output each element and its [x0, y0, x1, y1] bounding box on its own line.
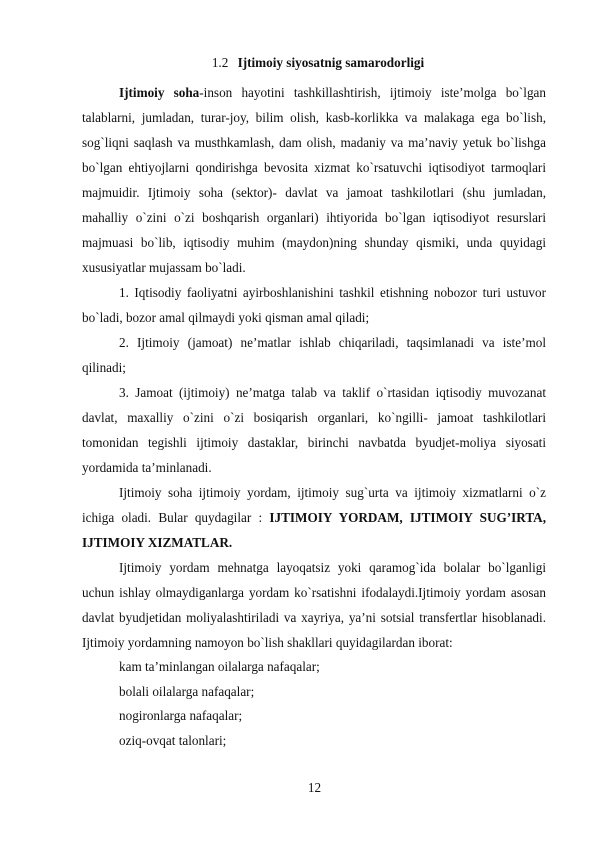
- paragraph-point-1: 1. Iqtisodiy faoliyatni ayirboshlanishini tashkil etishning nobozor turi ustuvor bo`ladi, bozor amal qilmaydi yoki qisman amal qiladi;: [82, 285, 546, 325]
- assistance-forms-list: [82, 655, 546, 753]
- components-text: Ijtimoiy soha ijtimoiy yordam, ijtimoiy sug`urta va ijtimoiy xizmatlarni o`z ichiga oladi. Bular quydagilar :: [82, 485, 546, 525]
- page-footer: [0, 775, 595, 800]
- list-item: bolali oilalarga nafaqalar;: [119, 683, 255, 699]
- paragraph-social-assistance: Ijtimoiy yordam mehnatga layoqatsiz yoki qaramog`ida bolalar bo`lganligi uchun ishlay olmaydiganlarga yordam ko`rsatishni ifodalaydi.Ijtimoiy yordam asosan davlat byudjetidan moliyalashtiriladi va xayriya, ya’ni sotsial transfertlar hisoblanadi. Ijtimoiy yordamning namoyon bo`lish shakllari quyidagilardan iborat:: [82, 560, 546, 650]
- section-title: Ijtimoiy siyosatnig samarodorligi: [237, 55, 425, 70]
- list-item: oziq-ovqat talonlari;: [119, 732, 227, 748]
- paragraph-point-3: 3. Jamoat (ijtimoiy) ne’matga talab va taklif o`rtasidan iqtisodiy muvozanat davlat, maxalliy o`zini o`zi bosiqarish organlari, ko`ngilli- jamoat tashkilotlari tomonidan tegishli ijtimoiy dastaklar, birinchi navbatda byudjet-moliya siyosati yordamida ta’minlanadi.: [82, 385, 546, 475]
- paragraph-components: [82, 480, 546, 555]
- paragraph-definition: [82, 80, 546, 280]
- definition-text: -inson hayotini tashkillashtirish, ijtimoiy iste’molga bo`lgan talablarni, jumladan, turar-joy, bilim olish, kasb-korlikka va malakaga ega bo`lish, sog`liqni saqlash va musthkamlash, dam olish, madaniy va ma’naviy yetuk bo`lishga bo`lgan ehtiyojlarni qondirishga bevosita xizmat ko`rsatuvchi iqtisodiyot tarmoqlari majmuidir. Ijtimoiy soha (sektor)- davlat va jamoat tashkilotlari (shu jumladan, mahalliy o`zini o`zi boshqarish organlari) ihtiyorida bo`lgan iqtisodiyot resurslari majmuasi bo`lib, iqtisodiy muhim (maydon)ning shunday qismiki, unda quyidagi xususiyatlar mujassam bo`ladi.: [82, 85, 547, 275]
- page-content: [82, 52, 546, 753]
- term-ijtimoiy-soha: Ijtimoiy soha: [119, 85, 200, 100]
- list-item: kam ta’minlangan oilalarga nafaqalar;: [119, 659, 320, 674]
- components-list-bold: IJTIMOIY YORDAM, IJTIMOIY SUG’IRTA, IJTIMOIY XIZMATLAR.: [82, 510, 546, 550]
- section-number: 1.2: [211, 55, 229, 70]
- section-heading: [82, 52, 546, 74]
- paragraph-point-2: 2. Ijtimoiy (jamoat) ne’matlar ishlab chiqariladi, taqsimlanadi va iste’mol qilinadi;: [82, 335, 546, 375]
- list-item: nogironlarga nafaqalar;: [119, 708, 243, 723]
- page-number: 12: [307, 780, 322, 795]
